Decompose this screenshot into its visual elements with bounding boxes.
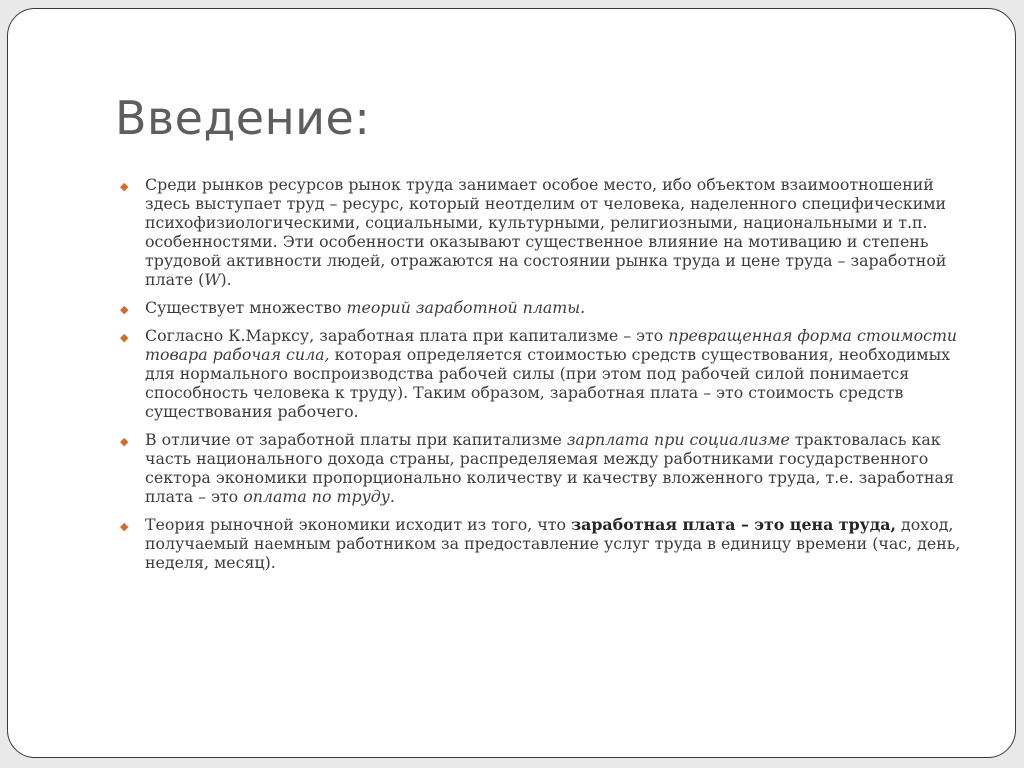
list-item (120, 326, 975, 421)
list-item (120, 515, 975, 572)
slide (7, 8, 1016, 758)
bullet-emphasis: W (204, 270, 221, 289)
bullet-list (120, 175, 975, 581)
bullet-text: В отличие от заработной платы при капитализме (145, 430, 567, 449)
bullet-text: трактовалась как часть национального дохода страны, распределяемая между работниками государственного сектора экономики пропорционально количеству и качеству вложенного труда, т.е. заработная плата – это (145, 430, 954, 506)
list-item (120, 175, 975, 289)
bullet-text: Согласно К.Марксу, заработная плата при капитализме – это (145, 326, 669, 345)
list-item (120, 430, 975, 506)
slide-title: Введение: (115, 91, 371, 145)
bullet-text: Теория рыночной экономики исходит из того, что (145, 515, 572, 534)
bullet-text: которая определяется стоимостью средств существования, необходимых для нормального воспроизводства рабочей силы (при этом под рабочей силой понимается способность человека к труду). Таким образом, заработная плата – это стоимость средств существования рабочего. (145, 345, 951, 421)
bullet-strong: заработная плата – это цена труда, (571, 515, 897, 534)
bullet-emphasis: зарплата при социализме (566, 430, 790, 449)
bullet-emphasis: оплата по труду. (243, 487, 395, 506)
diamond-bullet-icon: ◆ (120, 435, 129, 448)
bullet-text: доход, получаемый наемным работником за предоставление услуг труда в единицу времени (час, день, неделя, месяц). (145, 515, 961, 572)
bullet-text: Среди рынков ресурсов рынок труда занимает особое место, ибо объектом взаимоотношений здесь выступает труд – ресурс, который неотделим от человека, наделенного специфическими психофизиологическими, социальными, культурными, религиозными, национальными и т.п. особенностями. Эти особенности оказывают существенное влияние на мотивацию и степень трудовой активности людей, отражаются на состоянии рынка труда и цене труда – заработной плате ( (145, 175, 947, 289)
diamond-bullet-icon: ◆ (120, 180, 129, 193)
list-item (120, 298, 975, 317)
diamond-bullet-icon: ◆ (120, 303, 129, 316)
bullet-emphasis: теорий заработной платы. (346, 298, 586, 317)
bullet-text: ). (220, 270, 232, 289)
diamond-bullet-icon: ◆ (120, 331, 129, 344)
bullet-emphasis: превращенная форма стоимости товара рабочая сила, (145, 326, 958, 364)
bullet-text: Существует множество (145, 298, 347, 317)
diamond-bullet-icon: ◆ (120, 520, 129, 533)
